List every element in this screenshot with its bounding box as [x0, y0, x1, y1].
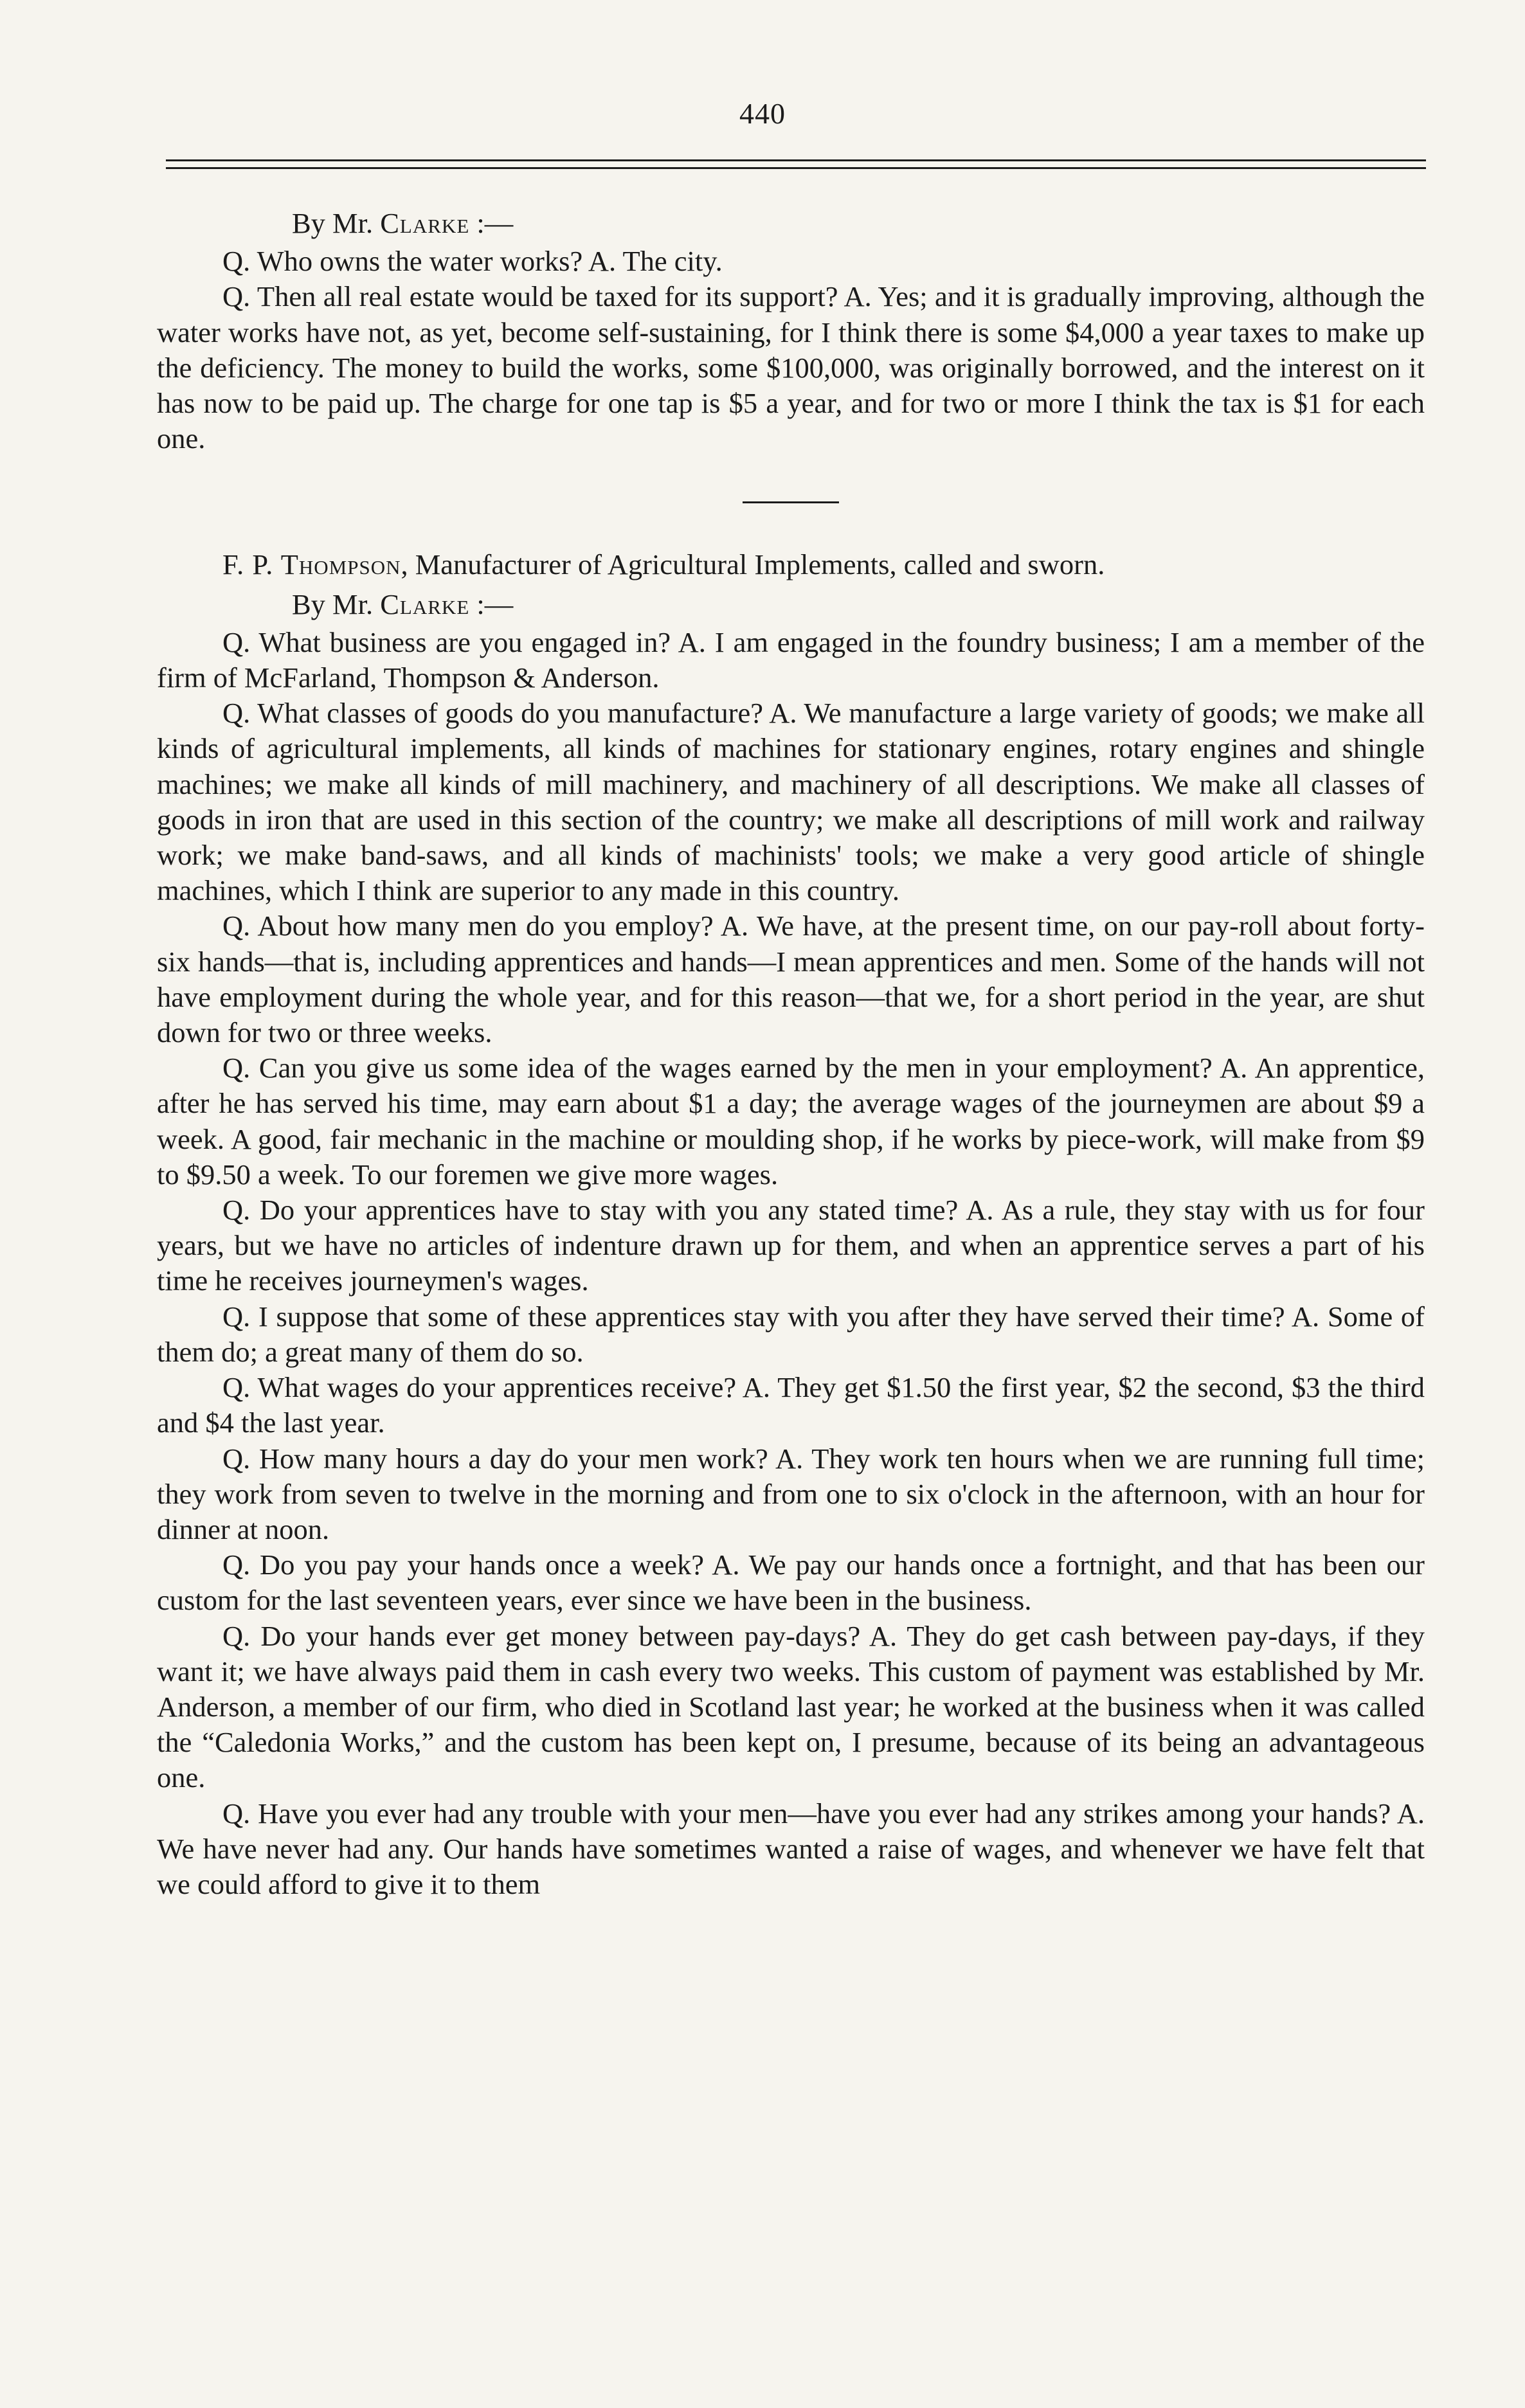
header-rule-bottom	[166, 167, 1426, 169]
witness-description: , Manufacturer of Agricultural Implements, called and sworn.	[401, 548, 1105, 581]
qa-paragraph: Q. What classes of goods do you manufacture? A. We manufacture a large variety of goods; we make all kinds of agricultural implements, all kinds of machines for stationary engines, rotary engines and shingle machines; we make all kinds of mill machinery, and machinery of all descriptions. We make all classes of goods in iron that are used in this section of the country; we make all descriptions of mill work and railway work; we make band-saws, and all kinds of machinists' tools; we make a very good article of shingle machines, which I think are superior to any made in this country.	[157, 697, 1425, 907]
qa-paragraph: Q. I suppose that some of these apprentices stay with you after they have served their time? A. Some of them do; a great many of them do so.	[157, 1300, 1425, 1368]
byline-suffix: :—	[469, 207, 514, 239]
page-number: 440	[739, 97, 786, 130]
header-rule-top	[166, 159, 1426, 161]
section-divider	[743, 501, 839, 503]
witness-heading	[157, 547, 1425, 582]
qa-paragraph: Q. Do you pay your hands once a week? A. We pay our hands once a fortnight, and that has been our custom for the last seventeen years, ever since we have been in the business.	[157, 1549, 1425, 1617]
byline-suffix: :—	[469, 588, 514, 620]
examiner-byline-1	[157, 206, 1425, 241]
byline-prefix: By Mr.	[292, 588, 381, 620]
qa-paragraph: Q. Who owns the water works? A. The city.	[222, 245, 723, 278]
qa-paragraph: Q. Then all real estate would be taxed for its support? A. Yes; and it is gradually improving, although the water works have not, as yet, become self-sustaining, for I think there is some $4,000 a year taxes to make up the deficiency. The money to build the works, some $100,000, was originally borrowed, and the interest on it has now to be paid up. The charge for one tap is $5 a year, and for two or more I think the tax is $1 for each one.	[157, 280, 1425, 455]
qa-paragraph: Q. Do your hands ever get money between pay-days? A. They do get cash between pay-days, if they want it; we have always paid them in cash every two weeks. This custom of payment was established by Mr. Anderson, a member of our firm, who died in Scotland last year; he worked at the business when it was called the “Caledonia Works,” and the custom has been kept on, I presume, because of its being an advantageous one.	[157, 1619, 1425, 1794]
qa-paragraph: Q. What business are you engaged in? A. I am engaged in the foundry business; I am a member of the firm of McFarland, Thompson & Anderson.	[157, 625, 1425, 694]
page-content	[157, 206, 1425, 1902]
qa-paragraph: Q. What wages do your apprentices receive? A. They get $1.50 the first year, $2 the second, $3 the third and $4 the last year.	[157, 1371, 1425, 1439]
examiner-name: Clarke	[380, 588, 470, 620]
qa-paragraph: Q. Have you ever had any trouble with your men—have you ever had any strikes among your hands? A. We have never had any. Our hands have sometimes wanted a raise of wages, and whenever we have felt that we could afford to give it to them	[157, 1797, 1425, 1900]
qa-paragraph: Q. Do your apprentices have to stay with you any stated time? A. As a rule, they stay with us for four years, but we have no articles of indenture drawn up for them, and when an apprentice serves a part of his time he receives journeymen's wages.	[157, 1194, 1425, 1297]
examiner-byline-2	[157, 587, 1425, 622]
qa-paragraph: Q. How many hours a day do your men work? A. They work ten hours when we are running full time; they work from seven to twelve in the morning and from one to six o'clock in the afternoon, with an hour for dinner at noon.	[157, 1442, 1425, 1545]
byline-prefix: By Mr.	[292, 207, 381, 239]
qa-paragraph: Q. About how many men do you employ? A. We have, at the present time, on our pay-roll about forty-six hands—that is, including apprentices and hands—I mean apprentices and men. Some of the hands will not have employment during the whole year, and for this reason—that we, for a short period in the year, are shut down for two or three weeks.	[157, 910, 1425, 1049]
qa-paragraph: Q. Can you give us some idea of the wages earned by the men in your employment? A. An apprentice, after he has served his time, may earn about $1 a day; the average wages of the journeymen are about $9 a week. A good, fair mechanic in the machine or moulding shop, if he works by piece-work, will make from $9 to $9.50 a week. To our foremen we give more wages.	[157, 1052, 1425, 1191]
witness-name: F. P. Thompson	[222, 548, 401, 581]
examiner-name: Clarke	[380, 207, 470, 239]
